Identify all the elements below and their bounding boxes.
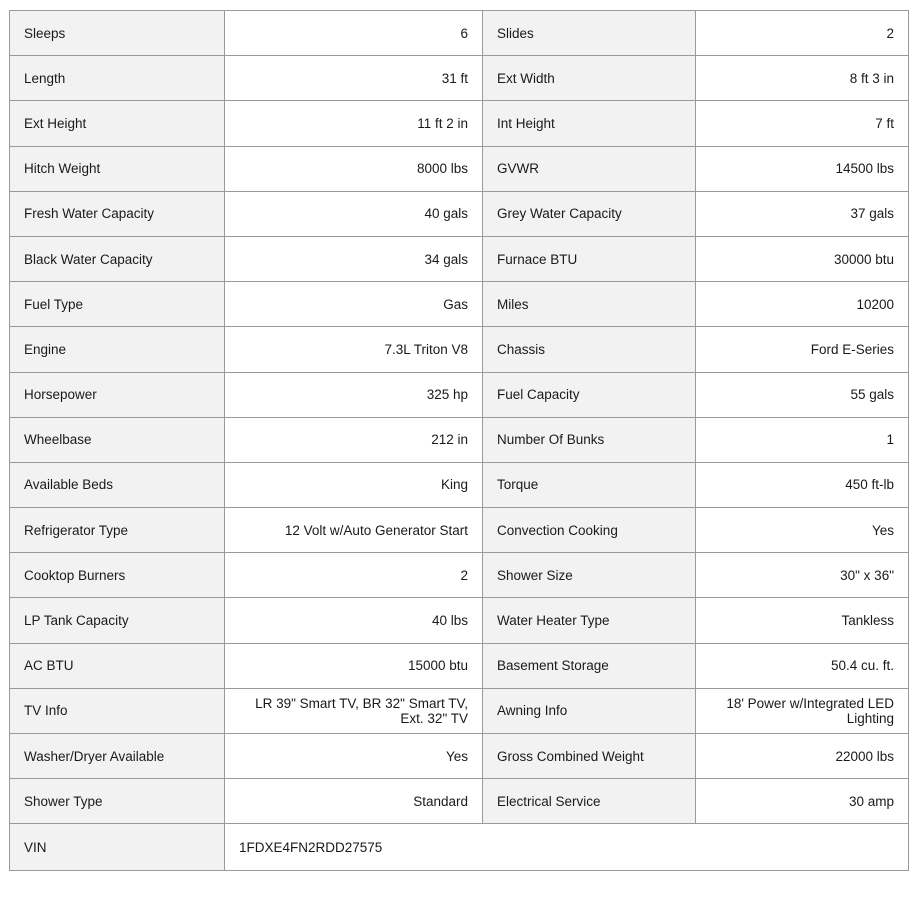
spec-value: 50.4 cu. ft. [696, 643, 909, 688]
table-row [10, 688, 909, 733]
spec-value: Yes [225, 734, 483, 779]
spec-value: 11 ft 2 in [225, 101, 483, 146]
spec-value: 22000 lbs [696, 734, 909, 779]
spec-label: Convection Cooking [483, 508, 696, 553]
spec-label: Fuel Capacity [483, 372, 696, 417]
table-row [10, 56, 909, 101]
table-row [10, 146, 909, 191]
spec-value: 8 ft 3 in [696, 56, 909, 101]
table-row [10, 598, 909, 643]
spec-label: Fresh Water Capacity [10, 191, 225, 236]
spec-value: 212 in [225, 417, 483, 462]
spec-label: Available Beds [10, 462, 225, 507]
spec-label: Wheelbase [10, 417, 225, 462]
spec-value: 30 amp [696, 779, 909, 824]
spec-label: Slides [483, 11, 696, 56]
spec-value: 7.3L Triton V8 [225, 327, 483, 372]
spec-value: 450 ft-lb [696, 462, 909, 507]
spec-value: 14500 lbs [696, 146, 909, 191]
spec-label: Chassis [483, 327, 696, 372]
spec-value: 6 [225, 11, 483, 56]
table-row [10, 282, 909, 327]
spec-label: Washer/Dryer Available [10, 734, 225, 779]
spec-value: 40 gals [225, 191, 483, 236]
spec-label: Torque [483, 462, 696, 507]
spec-value: 325 hp [225, 372, 483, 417]
spec-label: Number Of Bunks [483, 417, 696, 462]
spec-label: Furnace BTU [483, 236, 696, 281]
spec-value: 8000 lbs [225, 146, 483, 191]
spec-label: Refrigerator Type [10, 508, 225, 553]
table-row [10, 643, 909, 688]
spec-value: 34 gals [225, 236, 483, 281]
spec-value: 15000 btu [225, 643, 483, 688]
spec-label: Engine [10, 327, 225, 372]
vin-label: VIN [10, 824, 225, 871]
spec-label: Ext Height [10, 101, 225, 146]
spec-label: Basement Storage [483, 643, 696, 688]
spec-label: Cooktop Burners [10, 553, 225, 598]
spec-label: Awning Info [483, 688, 696, 733]
table-row [10, 191, 909, 236]
spec-label: Black Water Capacity [10, 236, 225, 281]
spec-value: 12 Volt w/Auto Generator Start [225, 508, 483, 553]
spec-value: Ford E-Series [696, 327, 909, 372]
table-row [10, 327, 909, 372]
spec-label: Horsepower [10, 372, 225, 417]
spec-label: Sleeps [10, 11, 225, 56]
spec-value: 10200 [696, 282, 909, 327]
spec-value: 55 gals [696, 372, 909, 417]
table-row [10, 779, 909, 824]
spec-value: 18' Power w/Integrated LED Lighting [696, 688, 909, 733]
spec-value: 1 [696, 417, 909, 462]
spec-value: Gas [225, 282, 483, 327]
spec-label: AC BTU [10, 643, 225, 688]
table-row [10, 11, 909, 56]
table-row [10, 462, 909, 507]
spec-value: 2 [225, 553, 483, 598]
spec-label: TV Info [10, 688, 225, 733]
table-row [10, 553, 909, 598]
spec-value: Tankless [696, 598, 909, 643]
table-row [10, 508, 909, 553]
spec-label: Miles [483, 282, 696, 327]
table-row [10, 417, 909, 462]
spec-label: Water Heater Type [483, 598, 696, 643]
table-row [10, 101, 909, 146]
spec-label: Gross Combined Weight [483, 734, 696, 779]
spec-value: 30000 btu [696, 236, 909, 281]
spec-label: GVWR [483, 146, 696, 191]
vin-value: 1FDXE4FN2RDD27575 [225, 824, 909, 871]
spec-value: 37 gals [696, 191, 909, 236]
spec-label: Shower Size [483, 553, 696, 598]
spec-label: Length [10, 56, 225, 101]
spec-label: Electrical Service [483, 779, 696, 824]
spec-value: LR 39" Smart TV, BR 32" Smart TV, Ext. 32" TV [225, 688, 483, 733]
spec-value: Standard [225, 779, 483, 824]
spec-value: 2 [696, 11, 909, 56]
spec-label: Hitch Weight [10, 146, 225, 191]
spec-value: 31 ft [225, 56, 483, 101]
spec-label: Int Height [483, 101, 696, 146]
table-row [10, 236, 909, 281]
spec-label: LP Tank Capacity [10, 598, 225, 643]
spec-value: 30" x 36" [696, 553, 909, 598]
spec-value: King [225, 462, 483, 507]
spec-value: 7 ft [696, 101, 909, 146]
table-row [10, 372, 909, 417]
spec-value: 40 lbs [225, 598, 483, 643]
vin-row [10, 824, 909, 871]
table-row [10, 734, 909, 779]
specifications-table [9, 10, 909, 871]
spec-value: Yes [696, 508, 909, 553]
spec-label: Fuel Type [10, 282, 225, 327]
spec-label: Grey Water Capacity [483, 191, 696, 236]
spec-label: Shower Type [10, 779, 225, 824]
spec-label: Ext Width [483, 56, 696, 101]
